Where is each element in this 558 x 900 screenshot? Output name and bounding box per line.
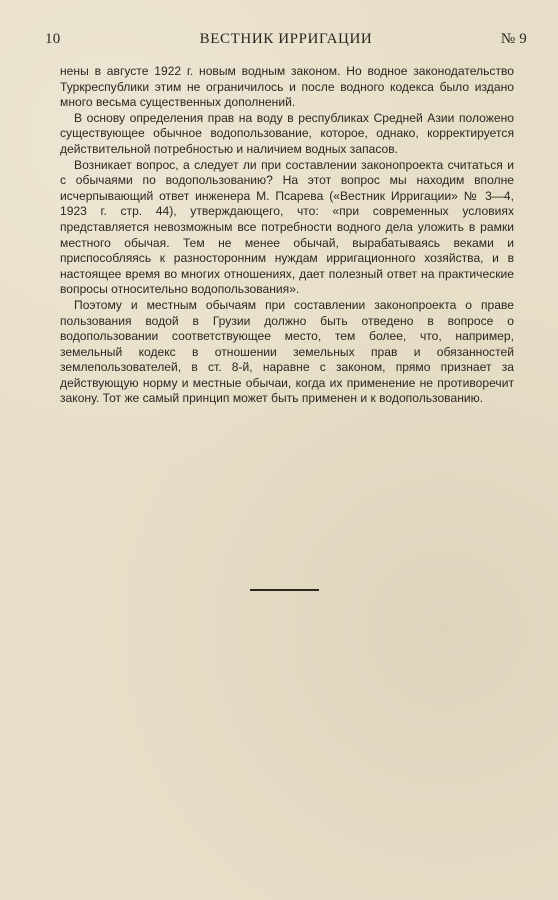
- page-header: [45, 29, 527, 49]
- paragraph-1: нены в августе 1922 г. новым водным законом. Но водное законодательство Туркреспублики этим не ограничилось и после водного кодекса было издано много весьма существенных дополнений.: [60, 64, 514, 110]
- journal-title: ВЕСТНИК ИРРИГАЦИИ: [199, 30, 373, 47]
- paragraph-2: В основу определения прав на воду в республиках Средней Азии положено существующее обычное водопользование, которое, однако, корректируется действительной потребностью и наличием водных запасов.: [60, 110, 514, 156]
- article-body: [60, 64, 514, 407]
- section-divider: [250, 589, 319, 591]
- page-number: 10: [45, 30, 61, 47]
- paragraph-4: Поэтому и местным обычаям при составлении законопроекта о праве пользования водой в Грузии должно быть отведено в вопросе о водопользовании соответствующее место, тем более, что, например, земельный кодекс в отношении земельных прав и обязанностей землепользователей, в ст. 8-й, наравне с законом, прямо признает за действующую норму и местные обычаи, когда их применение не противоречит закону. Тот же самый принцип может быть применен и к водопользованию.: [60, 297, 514, 406]
- paragraph-3: Возникает вопрос, а следует ли при составлении законопроекта считаться и с обычаями по водопользованию? На этот вопрос мы находим вполне исчерпывающий ответ инженера М. Псарева («Вестник Ирригации» № 3—4, 1923 г. стр. 44), утверждающего, что: «при современных условиях представляется невозможным все потребности водного дела уложить в рамки местного обычая. Тем не менее обычай, вырабатываясь веками и приспособляясь к разносторонним нуждам ирригационного хозяйства, и в настоящее время во многих отношениях, дает полезный ответ на практические вопросы относительно водопользования».: [60, 157, 514, 297]
- issue-number: № 9: [500, 30, 527, 47]
